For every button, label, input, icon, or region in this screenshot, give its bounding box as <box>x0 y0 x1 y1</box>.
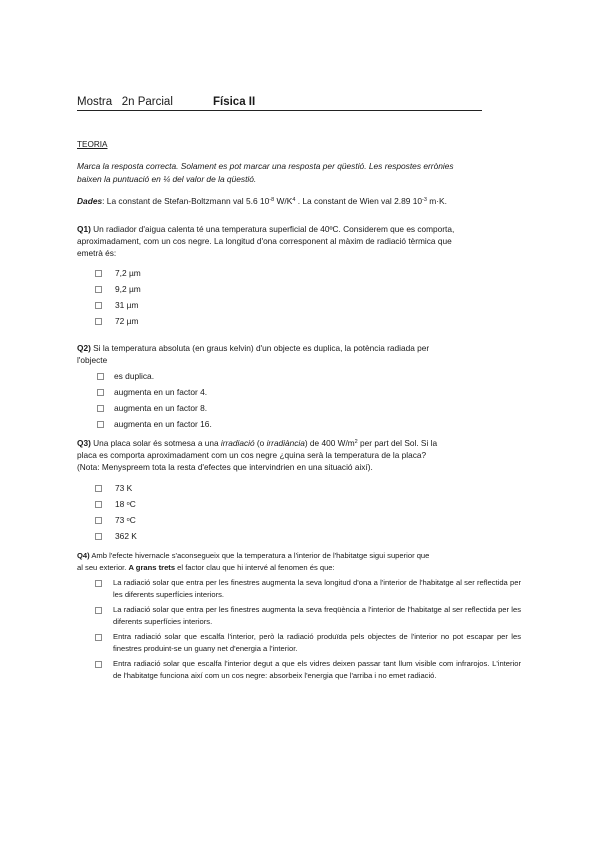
answer-option[interactable] <box>95 577 521 600</box>
answer-option-text: augmenta en un factor 8. <box>114 403 208 413</box>
question-text-italic: irradiació <box>220 438 255 448</box>
checkbox[interactable] <box>95 270 102 277</box>
answer-option-text: es duplica. <box>114 371 155 381</box>
answer-option-unit: C <box>129 515 136 525</box>
answer-option[interactable]: 73 o C <box>95 512 137 528</box>
checkbox[interactable] <box>95 634 102 641</box>
answer-option-text: 7,2 µm <box>115 268 141 278</box>
answer-option[interactable] <box>95 297 141 313</box>
answer-option[interactable] <box>95 480 137 496</box>
exam-title: Mostra 2n Parcial <box>77 96 173 108</box>
answer-option[interactable] <box>95 265 141 281</box>
question-number: Q4) <box>77 551 90 560</box>
answer-option[interactable] <box>95 281 141 297</box>
question-text: (o <box>254 438 267 448</box>
answer-option-text: augmenta en un factor 4. <box>114 387 208 397</box>
question-text: aproximadament, com un cos negre. La longitud d'ona corresponent al màxim de radiació tèrmica que <box>77 236 452 246</box>
question-3 <box>77 437 521 473</box>
instructions <box>77 160 521 186</box>
given-data-text: . La constant de Wien val 2.89 10 <box>295 196 423 206</box>
question-text: Amb l'efecte hivernacle s'aconsegueix que la temperatura a l'interior de l'habitatge sigui superior que <box>89 551 430 560</box>
question-text-bold: A grans trets <box>128 562 176 572</box>
exponent: 4 <box>292 197 296 203</box>
exponent: -3 <box>422 197 427 203</box>
checkbox[interactable] <box>95 485 102 492</box>
question-number: Q2) <box>77 343 91 353</box>
checkbox[interactable] <box>95 501 102 508</box>
question-number: Q3) <box>77 438 91 448</box>
answer-option-text: La radiació solar que entra per les finestres augmenta la seva freqüència a l'interior de l'habitatge al ser reflectida per les diferents superfícies interiors. <box>113 605 521 626</box>
answer-option-text: 9,2 µm <box>115 284 141 294</box>
checkbox[interactable] <box>95 318 102 325</box>
checkbox[interactable] <box>97 389 104 396</box>
answer-option[interactable] <box>97 368 212 384</box>
checkbox[interactable] <box>97 405 104 412</box>
answer-option[interactable] <box>95 313 141 329</box>
exponent: 2 <box>354 439 358 445</box>
question-1-options <box>95 265 141 329</box>
answer-option[interactable] <box>95 658 521 681</box>
instructions-line-2: baixen la puntuació en ¼ del valor de la qüestió. <box>77 174 257 184</box>
checkbox[interactable] <box>95 302 102 309</box>
section-title: TEORIA <box>77 140 108 149</box>
answer-option[interactable] <box>97 416 212 432</box>
subject-title: Física II <box>213 96 256 108</box>
checkbox[interactable] <box>95 607 102 614</box>
answer-option-text: augmenta en un factor 16. <box>114 419 212 429</box>
given-data-text: : La constant de Stefan-Boltzmann val 5.6 10 <box>102 196 270 206</box>
answer-option-unit: C <box>129 499 136 509</box>
question-text: emetrà és: <box>77 248 117 258</box>
question-text: al seu exterior. <box>77 562 129 572</box>
exponent: -8 <box>269 197 275 203</box>
checkbox[interactable] <box>95 517 102 524</box>
given-data-text: m·K. <box>426 196 447 206</box>
answer-option[interactable] <box>97 384 212 400</box>
question-number: Q1) <box>77 224 91 234</box>
answer-option[interactable] <box>95 604 521 627</box>
checkbox[interactable] <box>95 286 102 293</box>
question-text: Si la temperatura absoluta (en graus kelvin) d'un objecte es duplica, la potència radiada per <box>90 343 430 353</box>
answer-option-text: 73 <box>115 515 127 525</box>
question-1 <box>77 223 521 259</box>
answer-option-text: Entra radiació solar que escalfa l'interior, però la radiació produïda pels objectes de l'interior no pot escapar per les finestres produint-se un guany net d'energia a l'interior. <box>113 632 521 653</box>
question-3-options <box>95 480 137 544</box>
exam-header <box>77 95 482 111</box>
answer-option-text: 18 <box>115 499 127 509</box>
question-text: placa es comporta aproximadament com un cos negre ¿quina serà la temperatura de la placa? <box>77 450 427 460</box>
question-2-options <box>97 368 212 432</box>
answer-option[interactable]: 18 o C <box>95 496 137 512</box>
checkbox[interactable] <box>95 533 102 540</box>
question-text: per part del Sol. Si la <box>357 438 438 448</box>
answer-option[interactable] <box>97 400 212 416</box>
question-text: el factor clau que hi intervé al fenomen és que: <box>175 562 335 572</box>
question-text: (Nota: Menyspreem tota la resta d'efectes que intervindrien en una situació així). <box>77 462 373 472</box>
answer-option[interactable] <box>95 631 521 654</box>
answer-option-text: La radiació solar que entra per les finestres augmenta la seva longitud d'ona a l'interior de l'habitatge al ser reflectida per les diferents superfícies interiors. <box>113 578 521 599</box>
answer-option-text: 73 K <box>115 483 133 493</box>
instructions-line-1: Marca la resposta correcta. Solament es pot marcar una resposta per qüestió. Les respostes errònies <box>77 161 454 171</box>
question-4-options <box>95 577 521 685</box>
question-text: l'objecte <box>77 355 108 365</box>
question-text-italic: irradiància <box>266 438 305 448</box>
checkbox[interactable] <box>95 661 102 668</box>
answer-option-text: 72 µm <box>115 316 139 326</box>
question-text: ) de 400 W/m <box>304 438 355 448</box>
given-data <box>77 195 521 208</box>
checkbox[interactable] <box>95 580 102 587</box>
question-text: Una placa solar és sotmesa a una <box>90 438 221 448</box>
question-text: Un radiador d'aigua calenta té una temperatura superficial de 40ºC. Considerem que es comporta, <box>90 224 455 234</box>
given-data-text: W/K <box>274 196 293 206</box>
question-2 <box>77 342 521 366</box>
checkbox[interactable] <box>97 421 104 428</box>
answer-option-text: 362 K <box>115 531 137 541</box>
question-4 <box>77 550 521 573</box>
answer-option-text: Entra radiació solar que escalfa l'interior degut a que els vidres deixen passar tant llum visible com infrarojos. L'interior de l'habitatge funciona així com un cos negre: absorbeix l'energia que l'arriba i no emet radiació. <box>113 659 521 680</box>
checkbox[interactable] <box>97 373 104 380</box>
answer-option[interactable] <box>95 528 137 544</box>
answer-option-text: 31 µm <box>115 300 139 310</box>
given-data-label: Dades <box>77 196 103 206</box>
